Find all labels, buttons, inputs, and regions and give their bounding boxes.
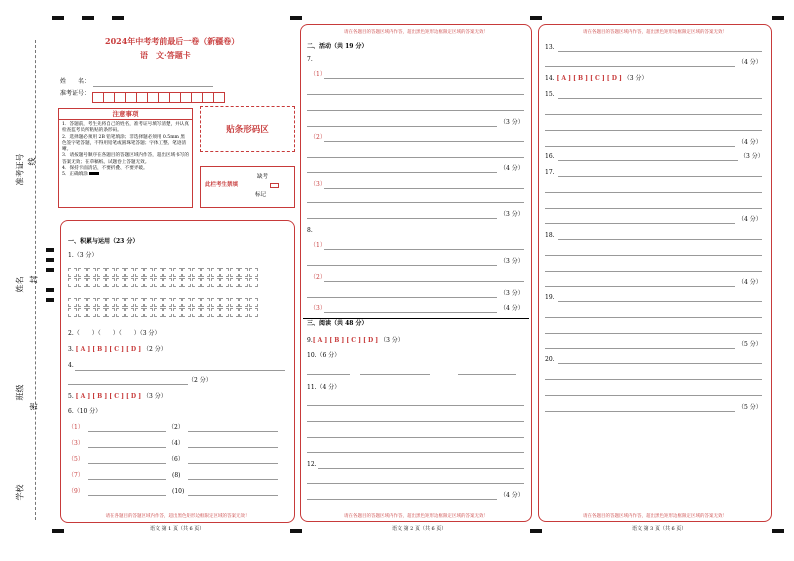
answer-line[interactable] [458, 374, 516, 375]
answer-line[interactable] [545, 348, 735, 349]
answer-line[interactable] [545, 333, 762, 334]
answer-line[interactable] [307, 94, 524, 95]
note-item: 1．答题前，考生先将自己的姓名，准考证号填写清楚，并认真检查监考员所粘贴的条形码。 [62, 122, 189, 134]
score: （4 分） [738, 59, 762, 66]
note-item: 3．请按题号顺序在各题目的答题区域内作答，超出区域书写的答案无效；在草稿纸、试题卷上答题无效。 [62, 153, 189, 165]
question-18: 18. [545, 232, 555, 239]
answer-line[interactable] [88, 463, 166, 464]
answer-line[interactable] [324, 188, 524, 189]
registration-mark [772, 529, 784, 533]
answer-line[interactable] [188, 479, 278, 480]
score: （5 分） [738, 404, 762, 411]
answer-line[interactable] [307, 297, 497, 298]
note-item: 2．选择题必须用 2B 铅笔填涂；非选择题必须用 0.5mm 黑色签字笔答题，不得用铅笔或圆珠笔答题；字体工整、笔迹清晰。 [62, 134, 187, 153]
score: （3 分） [500, 290, 524, 297]
name-field[interactable] [93, 86, 213, 87]
answer-line[interactable] [307, 202, 524, 203]
char-grid[interactable] [68, 268, 258, 277]
answer-line[interactable] [545, 255, 762, 256]
part-label: （2） [310, 274, 326, 281]
seal-label: 密 [29, 402, 39, 411]
absent-label: 此栏考生禁填 [205, 182, 239, 188]
score: （4 分） [738, 279, 762, 286]
question-14[interactable]: 14. [ A ] [ B ] [ C ] [ D ] （3 分） [545, 75, 648, 82]
answer-line[interactable] [545, 317, 762, 318]
answer-line[interactable] [88, 447, 166, 448]
q6-item: （6） [168, 456, 184, 463]
answer-line[interactable] [558, 160, 738, 161]
question-12: 12. [307, 461, 317, 468]
answer-line[interactable] [307, 157, 524, 158]
q6-item: （3） [68, 440, 84, 447]
answer-line[interactable] [545, 271, 762, 272]
answer-line[interactable] [188, 431, 278, 432]
score: （4 分） [500, 492, 524, 499]
char-grid[interactable] [68, 298, 258, 307]
question-1: 1.（3 分） [68, 252, 98, 259]
question-17: 17. [545, 169, 555, 176]
char-grid[interactable] [68, 278, 258, 287]
question-13: 13. [545, 44, 555, 51]
exam-title: 2024年中考考前最后一卷（新疆卷） [105, 36, 240, 46]
question-11: 11.（4 分） [307, 384, 341, 391]
absent-checkbox[interactable] [270, 183, 279, 188]
registration-mark [530, 16, 542, 20]
answer-line[interactable] [68, 384, 188, 385]
answer-line[interactable] [88, 431, 166, 432]
page-footer: 语文 第 3 页（共 6 页） [632, 526, 687, 532]
note-item: 5．正确填涂 [62, 172, 189, 178]
registration-mark [530, 529, 542, 533]
answer-line[interactable] [75, 370, 285, 371]
answer-line[interactable] [545, 395, 762, 396]
question-16: 16. [545, 153, 555, 160]
question-6: 6.（10 分） [68, 408, 102, 415]
absent-box [200, 166, 295, 208]
absent-text: 标记 [255, 192, 267, 198]
page-footer: 语文 第 1 页（共 6 页） [150, 526, 205, 532]
name-field-label: 姓 名： [60, 78, 91, 85]
score: （4 分） [738, 216, 762, 223]
score: （3 分） [740, 153, 764, 160]
answer-line[interactable] [88, 479, 166, 480]
answer-line[interactable] [307, 126, 497, 127]
answer-line[interactable] [324, 312, 497, 313]
question-5[interactable]: 5. [ A ] [ B ] [ C ] [ D ] （3 分） [68, 393, 167, 400]
q6-item: （2） [168, 424, 184, 431]
exam-subtitle: 语 文·答题卡 [140, 50, 191, 60]
warning-text: 请在各题目的答题区域内作答，超出黑色矩形边框限定区域的答案无效！ [344, 514, 488, 519]
score: （4 分） [500, 165, 524, 172]
score: （3 分） [500, 211, 524, 218]
id-field-label: 准考证号： [60, 90, 91, 97]
barcode-area [200, 106, 295, 152]
answer-line[interactable] [307, 405, 524, 406]
char-grid[interactable] [68, 308, 258, 317]
answer-line[interactable] [324, 78, 524, 79]
answer-line[interactable] [307, 110, 524, 111]
question-10: 10.（6 分） [307, 352, 341, 359]
answer-line[interactable] [545, 146, 735, 147]
answer-line[interactable] [324, 281, 524, 282]
warning-text: 请在各题目的答题区域内作答，超出黑色矩形边框限定区域的答案无效！ [105, 514, 250, 519]
score: （4 分） [738, 139, 762, 146]
score: （2 分） [188, 377, 212, 384]
answer-line[interactable] [324, 141, 524, 142]
q6-item: (10) [172, 488, 185, 495]
q6-item: (8) [172, 472, 181, 479]
answer-line[interactable] [558, 51, 762, 52]
answer-line[interactable] [558, 301, 762, 302]
page-footer: 语文 第 2 页（共 6 页） [392, 526, 447, 532]
q6-item: （4） [168, 440, 184, 447]
score: （3 分） [500, 119, 524, 126]
answer-line[interactable] [307, 499, 497, 500]
part-label: （3） [310, 181, 326, 188]
warning-text: 请在各题目的答题区域内作答，超出黑色矩形边框限定区域的答案无效！ [583, 514, 727, 519]
answer-line[interactable] [545, 66, 735, 67]
answer-line[interactable] [188, 495, 278, 496]
warning-text: 请在各题目的答题区域内作答，超出黑色矩形边框限定区域的答案无效！ [583, 30, 727, 35]
question-20: 20. [545, 356, 555, 363]
question-3[interactable]: 3. [ A ] [ B ] [ C ] [ D ] （2 分） [68, 346, 167, 353]
registration-mark [772, 16, 784, 20]
answer-line[interactable] [360, 374, 430, 375]
q6-item: （9） [68, 488, 84, 495]
registration-mark [46, 258, 54, 262]
warning-text: 请在各题目的答题区域内作答，超出黑色矩形边框限定区域的答案无效！ [344, 30, 488, 35]
answer-line[interactable] [558, 98, 762, 99]
exam-no-label: 准考证号 [15, 153, 25, 186]
answer-line[interactable] [188, 447, 278, 448]
registration-mark [46, 248, 54, 252]
score: （5 分） [738, 341, 762, 348]
answer-line[interactable] [188, 463, 278, 464]
class-label: 班级 [15, 384, 25, 401]
answer-line[interactable] [324, 249, 524, 250]
notes-box [58, 108, 193, 208]
question-9[interactable]: 9.[ A ] [ B ] [ C ] [ D ] （3 分） [307, 337, 404, 344]
notes-title: 注意事项 [59, 109, 192, 120]
question-19: 19. [545, 294, 555, 301]
score: （3 分） [500, 258, 524, 265]
registration-mark [290, 529, 302, 533]
registration-mark [46, 268, 54, 272]
answer-region-p2 [300, 24, 532, 522]
registration-mark [290, 16, 302, 20]
absent-text: 缺考 [257, 174, 269, 180]
barcode-label: 贴条形码区 [226, 125, 269, 135]
answer-line[interactable] [318, 468, 524, 469]
answer-line[interactable] [545, 114, 762, 115]
name-label: 姓名 [15, 276, 25, 293]
answer-line[interactable] [307, 421, 524, 422]
answer-line[interactable] [545, 379, 762, 380]
answer-line[interactable] [558, 363, 762, 364]
registration-mark [52, 16, 64, 20]
answer-line[interactable] [545, 130, 762, 131]
seal-label: 线 [27, 157, 37, 166]
score: （4 分） [500, 305, 524, 312]
question-7: 7. [307, 56, 313, 63]
registration-mark [46, 288, 54, 292]
section-divider [303, 318, 529, 319]
registration-mark [82, 16, 94, 20]
q6-item: （5） [68, 456, 84, 463]
section-title: 一、积累与运用（23 分） [68, 238, 139, 245]
registration-mark [46, 298, 54, 302]
q6-item: （1） [68, 424, 84, 431]
answer-line[interactable] [545, 208, 762, 209]
answer-line[interactable] [307, 452, 524, 453]
answer-line[interactable] [545, 223, 735, 224]
registration-mark [112, 16, 124, 20]
part-label: （2） [310, 134, 326, 141]
part-label: （1） [310, 71, 326, 78]
seal-label: 封 [29, 275, 39, 284]
part-label: （1） [310, 242, 326, 249]
answer-line[interactable] [307, 172, 497, 173]
part-label: （3） [310, 305, 326, 312]
question-2[interactable]: 2.（ ）（ ）（ ）（3 分） [68, 330, 161, 337]
answer-line[interactable] [307, 265, 497, 266]
q6-item: （7） [68, 472, 84, 479]
note-item: 4．保持卡面清洁，不要折叠、不要弄破。 [62, 166, 148, 172]
answer-line[interactable] [307, 374, 350, 375]
question-8: 8. [307, 227, 313, 234]
answer-line[interactable] [558, 176, 762, 177]
question-15: 15. [545, 91, 555, 98]
school-label: 学校 [15, 484, 25, 501]
answer-line[interactable] [558, 239, 762, 240]
answer-line[interactable] [88, 495, 166, 496]
id-cells[interactable] [92, 88, 224, 107]
answer-line[interactable] [545, 411, 735, 412]
registration-mark [52, 529, 64, 533]
answer-line[interactable] [545, 286, 735, 287]
question-4: 4. [68, 362, 74, 369]
section-title: 三、阅读（共 48 分） [307, 320, 368, 327]
answer-line[interactable] [545, 192, 762, 193]
answer-line[interactable] [307, 483, 524, 484]
answer-line[interactable] [307, 218, 497, 219]
answer-line[interactable] [307, 437, 524, 438]
section-title: 二、活动（共 19 分） [307, 43, 368, 50]
